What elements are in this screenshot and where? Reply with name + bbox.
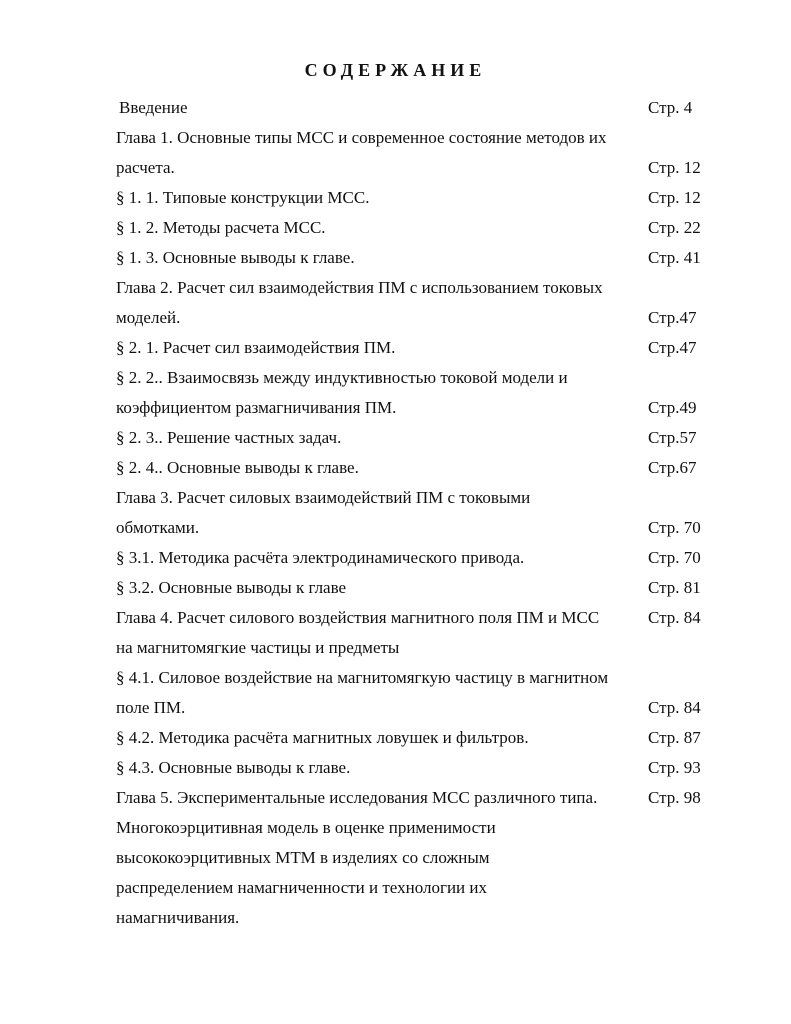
toc-page-ref: Стр. 70 <box>648 518 701 537</box>
toc-row <box>0 603 791 633</box>
toc-page-ref: Стр. 12 <box>648 188 701 207</box>
toc-entry-text: коэффициентом размагничивания ПМ. <box>116 398 397 417</box>
toc-row <box>0 843 791 873</box>
toc-entry-text: высококоэрцитивных МТМ в изделиях со сложным <box>116 848 490 867</box>
toc-row <box>0 513 791 543</box>
toc-row <box>0 153 791 183</box>
toc-row <box>0 813 791 843</box>
toc-page-ref: Стр.47 <box>648 338 697 357</box>
toc-page-ref: Стр. 4 <box>648 98 693 117</box>
toc-row <box>0 453 791 483</box>
toc-row <box>0 903 791 933</box>
toc-entry-text: § 2. 3.. Решение частных задач. <box>116 428 342 447</box>
toc-row <box>0 663 791 693</box>
toc-entry-text: на магнитомягкие частицы и предметы <box>116 638 400 657</box>
toc-row <box>0 213 791 243</box>
toc-row <box>0 543 791 573</box>
toc-row <box>0 273 791 303</box>
toc-entry-text: § 4.2. Методика расчёта магнитных ловушек и фильтров. <box>116 728 529 747</box>
toc-entry-text: § 1. 1. Типовые конструкции МСС. <box>116 188 370 207</box>
toc-row <box>0 423 791 453</box>
toc-page-ref: Стр. 84 <box>648 608 701 627</box>
toc-entry-text: § 4.1. Силовое воздействие на магнитомягкую частицу в магнитном <box>116 668 609 687</box>
toc-entry-text: моделей. <box>116 308 181 327</box>
toc-entry-text: Глава 3. Расчет силовых взаимодействий ПМ с токовыми <box>116 488 531 507</box>
toc-entry-text: намагничивания. <box>116 908 240 927</box>
toc-row <box>0 633 791 663</box>
toc-page-ref: Стр. 93 <box>648 758 701 777</box>
toc-row <box>0 183 791 213</box>
toc-page-ref: Стр. 98 <box>648 788 701 807</box>
toc-entry-text: расчета. <box>116 158 175 177</box>
toc-entry-text: § 4.3. Основные выводы к главе. <box>116 758 351 777</box>
toc-page-ref: Стр. 41 <box>648 248 701 267</box>
toc-page-ref: Стр.49 <box>648 398 697 417</box>
toc-entry-text: § 2. 2.. Взаимосвязь между индуктивностью токовой модели и <box>116 368 568 387</box>
table-of-contents <box>0 93 791 933</box>
toc-entry-text: обмотками. <box>116 518 200 537</box>
toc-row <box>0 873 791 903</box>
toc-entry-text: § 1. 2. Методы расчета МСС. <box>116 218 326 237</box>
toc-row <box>0 483 791 513</box>
toc-page-ref: Стр.67 <box>648 458 697 477</box>
toc-entry-text: § 1. 3. Основные выводы к главе. <box>116 248 355 267</box>
toc-page-ref: Стр.57 <box>648 428 697 447</box>
toc-page-ref: Стр. 22 <box>648 218 701 237</box>
toc-entry-text: § 2. 1. Расчет сил взаимодействия ПМ. <box>116 338 396 357</box>
toc-row <box>0 783 791 813</box>
toc-row <box>0 303 791 333</box>
toc-entry-text: § 3.2. Основные выводы к главе <box>116 578 347 597</box>
toc-page-ref: Стр.47 <box>648 308 697 327</box>
toc-page-ref: Стр. 84 <box>648 698 701 717</box>
toc-page-ref: Стр. 81 <box>648 578 701 597</box>
toc-page-ref: Стр. 70 <box>648 548 701 567</box>
toc-row <box>0 573 791 603</box>
toc-entry-text: распределением намагниченности и технологии их <box>116 878 487 897</box>
toc-entry-text: Многокоэрцитивная модель в оценке применимости <box>116 818 496 837</box>
page-title: СОДЕРЖАНИЕ <box>304 60 487 80</box>
toc-row <box>0 363 791 393</box>
toc-row <box>0 243 791 273</box>
toc-entry-text: Глава 1. Основные типы МСС и современное состояние методов их <box>116 128 607 147</box>
toc-entry-text: Глава 4. Расчет силового воздействия магнитного поля ПМ и МСС <box>116 608 600 627</box>
toc-entry-text: § 3.1. Методика расчёта электродинамического привода. <box>116 548 525 567</box>
toc-row <box>0 753 791 783</box>
toc-row <box>0 93 791 123</box>
toc-row <box>0 123 791 153</box>
toc-entry-text: Глава 2. Расчет сил взаимодействия ПМ с использованием токовых <box>116 278 603 297</box>
toc-row <box>0 333 791 363</box>
toc-row <box>0 393 791 423</box>
toc-row <box>0 723 791 753</box>
toc-page-ref: Стр. 12 <box>648 158 701 177</box>
toc-entry-text: Глава 5. Экспериментальные исследования МСС различного типа. <box>116 788 598 807</box>
toc-entry-text: поле ПМ. <box>116 698 186 717</box>
toc-page-ref: Стр. 87 <box>648 728 701 747</box>
toc-entry-text: Введение <box>119 98 188 117</box>
toc-row <box>0 693 791 723</box>
toc-entry-text: § 2. 4.. Основные выводы к главе. <box>116 458 359 477</box>
